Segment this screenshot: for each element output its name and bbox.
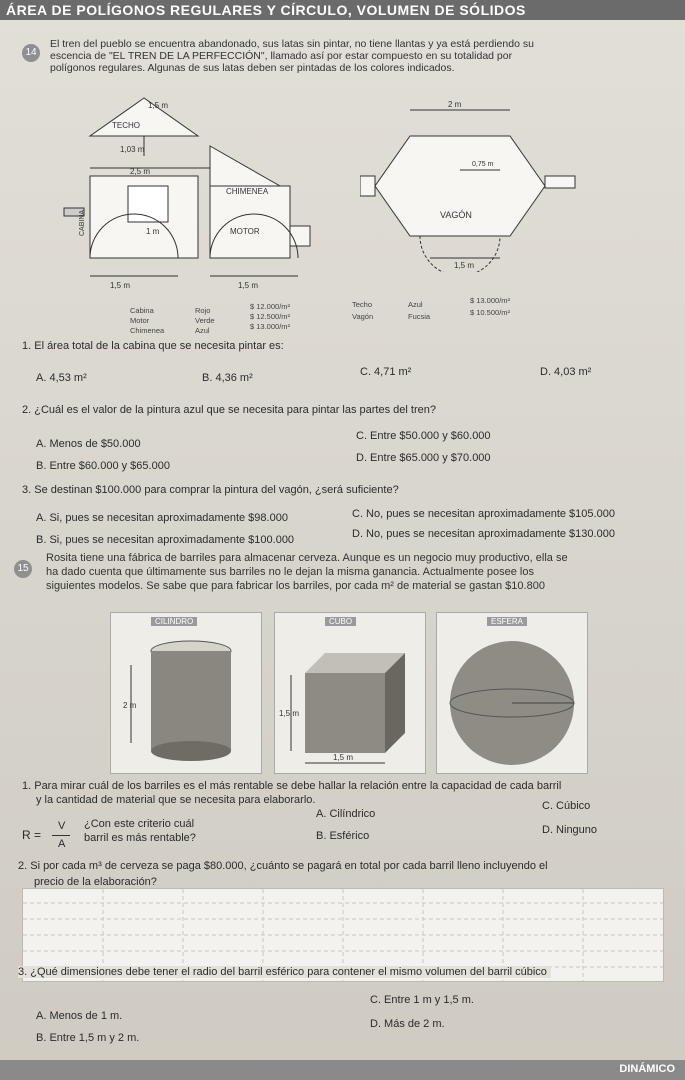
question-text: barril es más rentable? xyxy=(84,832,196,844)
problem-text-line: polígonos regulares. Algunas de sus latas deben ser pintadas de los colores indicados. xyxy=(50,62,455,74)
legend-part: Vagón xyxy=(352,312,374,321)
legend-color: Rojo xyxy=(195,306,211,315)
diagram-label: 1,5 m xyxy=(148,101,169,110)
title-bar xyxy=(0,0,685,20)
question-text: 3. Se destinan $100.000 para comprar la pintura del vagón, ¿será suficiente? xyxy=(22,484,399,496)
legend-color: Fucsia xyxy=(408,312,431,321)
locomotive-diagram xyxy=(60,86,320,292)
formula-denominator: A xyxy=(58,838,66,850)
answer-option[interactable]: B. Entre 1,5 m y 2 m. xyxy=(36,1032,140,1044)
page-title: ÁREA DE POLÍGONOS REGULARES Y CÍRCULO, VOLUMEN DE SÓLIDOS xyxy=(6,2,526,18)
legend-part: Chimenea xyxy=(130,326,165,335)
dimension-label: 2 m xyxy=(123,701,137,710)
legend-part: Cabina xyxy=(130,306,154,315)
legend-color: Azul xyxy=(195,326,210,335)
problem-number-badge: 15 xyxy=(14,560,32,578)
answer-option[interactable]: D. Más de 2 m. xyxy=(370,1018,445,1030)
legend-price: $ 13.000/m² xyxy=(470,296,511,305)
formula-lhs: R = xyxy=(22,828,42,842)
dimension-label: 1,5 m xyxy=(333,753,354,762)
footer-bar xyxy=(0,1060,685,1080)
answer-option[interactable]: C. No, pues se necesitan aproximadamente $105.000 xyxy=(352,508,615,520)
answer-option[interactable]: B. Esférico xyxy=(316,830,370,842)
answer-option[interactable]: D. No, pues se necesitan aproximadamente $130.000 xyxy=(352,528,615,540)
legend-part: Motor xyxy=(130,316,150,325)
answer-option[interactable]: D. Entre $65.000 y $70.000 xyxy=(356,452,491,464)
brand-logo: DINÁMICO xyxy=(619,1063,675,1075)
problem-text-line: ha dado cuenta que últimamente sus barriles no le dejan la misma ganancia. Actualmente posee los xyxy=(46,566,534,578)
diagram-label: TECHO xyxy=(112,121,140,130)
problem-text-line: Rosita tiene una fábrica de barriles para almacenar cerveza. Aunque es un negocio muy productivo, ella se xyxy=(46,552,568,564)
problem-text-line: siguientes modelos. Se sabe que para fabricar los barriles, por cada m² de material se gastan $10.800 xyxy=(46,580,545,592)
cube-panel xyxy=(274,612,426,774)
formula-numerator: V xyxy=(58,820,66,832)
problem-number-badge: 14 xyxy=(22,44,40,62)
cube-figure xyxy=(275,613,425,773)
legend-price: $ 13.000/m² xyxy=(250,322,291,331)
answer-option[interactable]: C. 4,71 m² xyxy=(360,366,412,378)
question-text: 1. El área total de la cabina que se necesita pintar es: xyxy=(22,340,284,352)
answer-option[interactable]: D. 4,03 m² xyxy=(540,366,592,378)
shape-title: CUBO xyxy=(325,617,356,626)
diagram-label: 1,5 m xyxy=(454,261,475,270)
diagram-label: CABINA xyxy=(79,209,86,236)
dimension-label: 1,5 m xyxy=(279,709,300,718)
shape-title: CILINDRO xyxy=(151,617,197,626)
legend-color: Azul xyxy=(408,300,423,309)
diagram-label: VAGÓN xyxy=(440,210,472,220)
question-text: 3. ¿Qué dimensiones debe tener el radio del barril esférico para contener el mismo volumen del barril cúbico xyxy=(18,966,551,978)
answer-option[interactable]: B. Si, pues se necesitan aproximadamente $100.000 xyxy=(36,534,295,546)
answer-option[interactable]: C. Entre 1 m y 1,5 m. xyxy=(370,994,474,1006)
shape-title: ESFERA xyxy=(487,617,527,626)
answer-option[interactable]: B. Entre $60.000 y $65.000 xyxy=(36,460,170,472)
legend-price: $ 12.000/m² xyxy=(250,302,291,311)
diagram-label: MOTOR xyxy=(230,227,260,236)
answer-option[interactable]: C. Entre $50.000 y $60.000 xyxy=(356,430,491,442)
question-text: precio de la elaboración? xyxy=(34,876,157,888)
diagram-label: 1 m xyxy=(146,227,160,236)
answer-option[interactable]: A. Menos de $50.000 xyxy=(36,438,141,450)
question-text: 2. ¿Cuál es el valor de la pintura azul que se necesita para pintar las partes del tren? xyxy=(22,404,436,416)
diagram-label: 1,5 m xyxy=(238,281,259,290)
diagram-label: 2,5 m xyxy=(130,167,151,176)
legend-price: $ 12.500/m² xyxy=(250,312,291,321)
wagon-diagram xyxy=(360,96,590,272)
question-text: ¿Con este criterio cuál xyxy=(84,818,195,830)
answer-option[interactable]: A. Si, pues se necesitan aproximadamente $98.000 xyxy=(36,512,288,524)
question-text: y la cantidad de material que se necesita para elaborarlo. xyxy=(36,794,316,806)
legend-color: Verde xyxy=(195,316,215,325)
legend-part: Techo xyxy=(352,300,373,309)
diagram-label: 1,5 m xyxy=(110,281,131,290)
answer-option[interactable]: A. 4,53 m² xyxy=(36,372,87,384)
answer-option[interactable]: B. 4,36 m² xyxy=(202,372,253,384)
legend-price: $ 10.500/m² xyxy=(470,308,511,317)
diagram-label: 2 m xyxy=(448,100,462,109)
question-text: 2. Si por cada m³ de cerveza se paga $80.000, ¿cuánto se pagará en total por cada barril lleno incluyendo el xyxy=(18,860,548,872)
diagram-label: 1,03 m xyxy=(120,145,145,154)
cylinder-panel xyxy=(110,612,262,774)
answer-option[interactable]: D. Ninguno xyxy=(542,824,598,836)
answer-option[interactable]: C. Cúbico xyxy=(542,800,591,812)
cylinder-figure xyxy=(111,613,261,773)
diagram-label: 0,75 m xyxy=(472,161,494,168)
problem-text-line: escencia de "EL TREN DE LA PERFECCIÓN", llamado así por estar compuesto en su totalidad por xyxy=(50,50,513,62)
diagram-label: CHIMENEA xyxy=(226,187,269,196)
sphere-figure xyxy=(437,613,587,773)
sphere-panel xyxy=(436,612,588,774)
question-text: 1. Para mirar cuál de los barriles es el más rentable se debe hallar la relación entre la capacidad de cada barril xyxy=(22,780,562,792)
answer-option[interactable]: A. Menos de 1 m. xyxy=(36,1010,123,1022)
formula-fraction-bar xyxy=(52,835,70,836)
answer-option[interactable]: A. Cilíndrico xyxy=(316,808,376,820)
problem-text-line: El tren del pueblo se encuentra abandonado, sus latas sin pintar, no tiene llantas y ya está perdiendo su xyxy=(50,38,534,50)
